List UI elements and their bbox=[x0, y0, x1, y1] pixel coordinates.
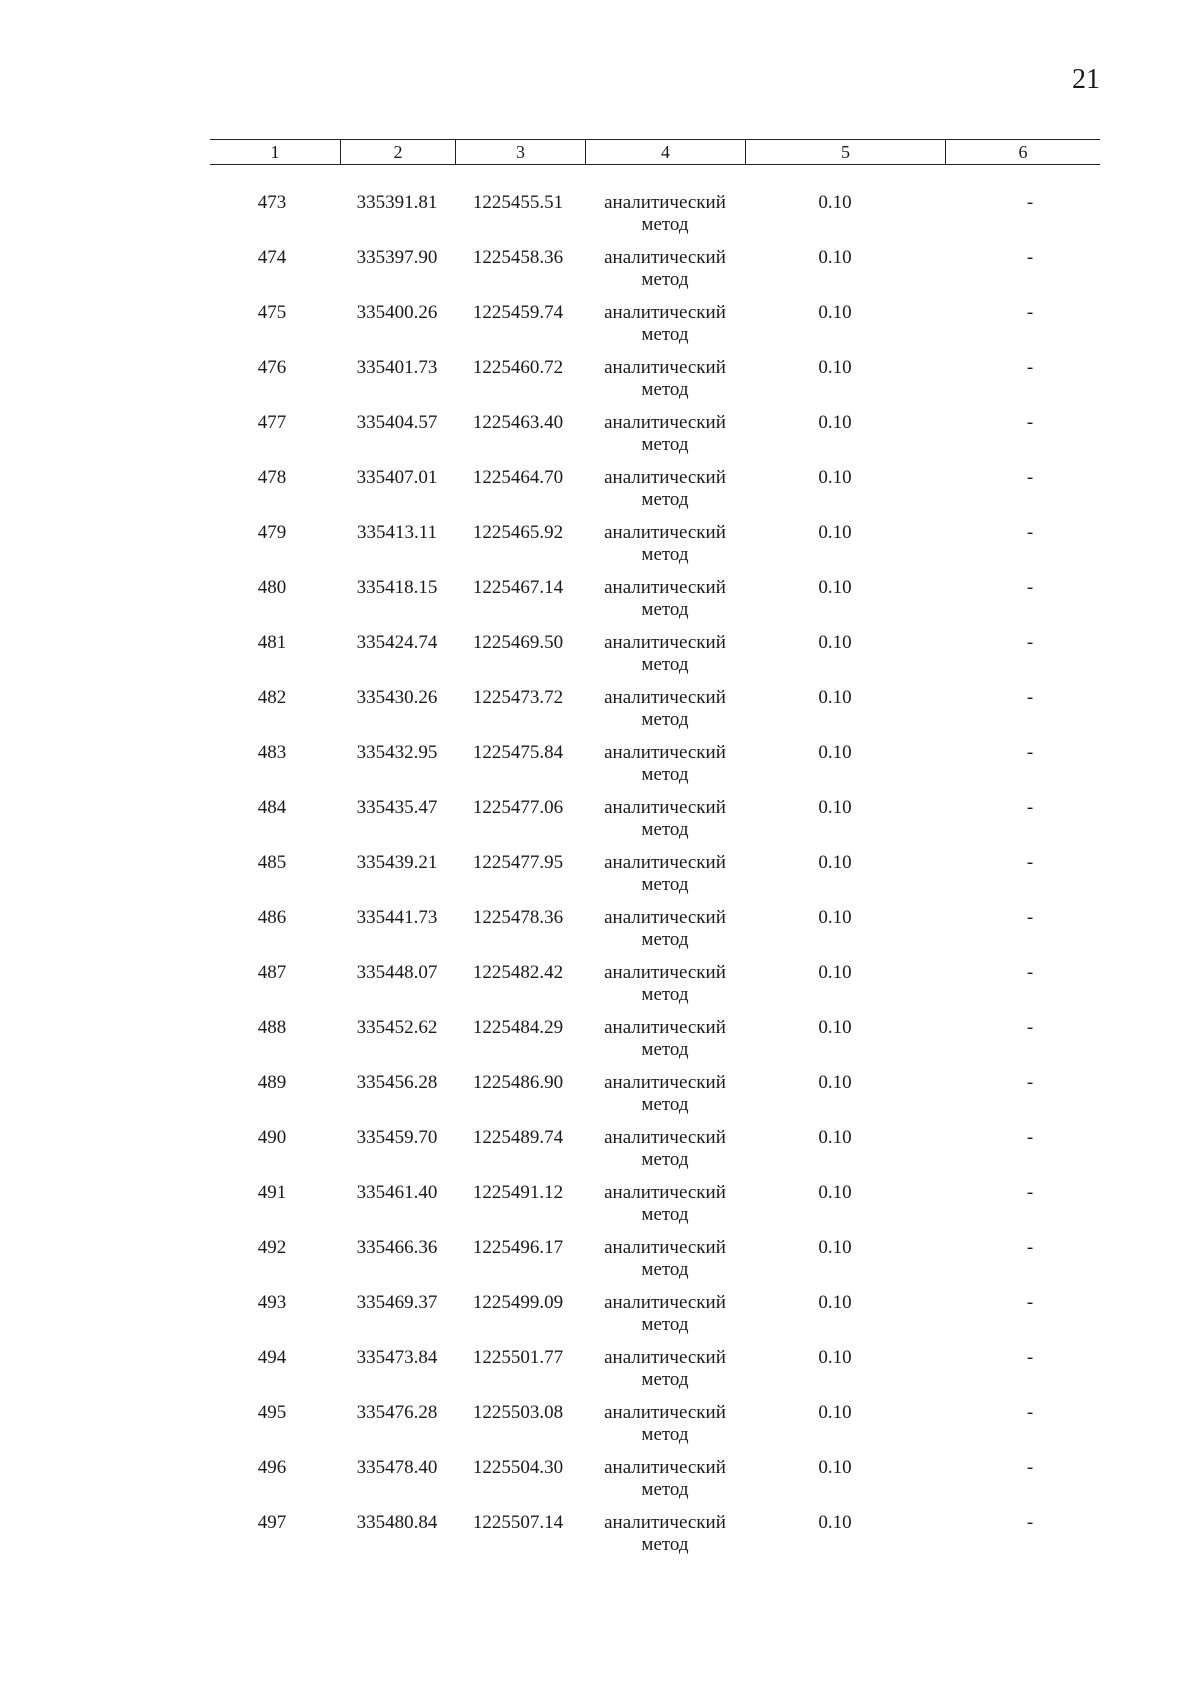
point-number-cell: 488 bbox=[257, 1017, 287, 1038]
table-row bbox=[210, 632, 1100, 687]
y-coordinate-cell: 1225464.70 bbox=[472, 467, 564, 488]
accuracy-cell: 0.10 bbox=[818, 467, 852, 488]
method-cell: аналитический метод bbox=[604, 687, 726, 730]
table-row bbox=[210, 1347, 1100, 1402]
point-number-cell: 474 bbox=[257, 247, 287, 268]
method-cell: аналитический метод bbox=[604, 1072, 726, 1115]
point-number-cell: 478 bbox=[257, 467, 287, 488]
x-coordinate-cell: 335413.11 bbox=[356, 522, 438, 543]
point-number-cell: 491 bbox=[257, 1182, 287, 1203]
x-coordinate-cell: 335441.73 bbox=[356, 907, 438, 928]
table-row bbox=[210, 797, 1100, 852]
method-cell: аналитический метод bbox=[604, 247, 726, 290]
note-cell: - bbox=[1026, 1072, 1034, 1093]
note-cell: - bbox=[1026, 962, 1034, 983]
y-coordinate-cell: 1225477.95 bbox=[472, 852, 564, 873]
column-header-6: 6 bbox=[945, 140, 1100, 164]
x-coordinate-cell: 335424.74 bbox=[356, 632, 438, 653]
note-cell: - bbox=[1026, 302, 1034, 323]
y-coordinate-cell: 1225465.92 bbox=[472, 522, 564, 543]
y-coordinate-cell: 1225475.84 bbox=[472, 742, 564, 763]
accuracy-cell: 0.10 bbox=[818, 962, 852, 983]
x-coordinate-cell: 335400.26 bbox=[356, 302, 438, 323]
accuracy-cell: 0.10 bbox=[818, 1237, 852, 1258]
method-cell: аналитический метод bbox=[604, 467, 726, 510]
y-coordinate-cell: 1225499.09 bbox=[472, 1292, 564, 1313]
column-header-3: 3 bbox=[455, 140, 585, 164]
x-coordinate-cell: 335404.57 bbox=[356, 412, 438, 433]
method-cell: аналитический метод bbox=[604, 412, 726, 455]
accuracy-cell: 0.10 bbox=[818, 1402, 852, 1423]
page-number: 21 bbox=[1072, 64, 1100, 95]
y-coordinate-cell: 1225455.51 bbox=[472, 192, 564, 213]
accuracy-cell: 0.10 bbox=[818, 1457, 852, 1478]
table-row bbox=[210, 852, 1100, 907]
point-number-cell: 480 bbox=[257, 577, 287, 598]
accuracy-cell: 0.10 bbox=[818, 412, 852, 433]
note-cell: - bbox=[1026, 1512, 1034, 1533]
y-coordinate-cell: 1225501.77 bbox=[472, 1347, 564, 1368]
y-coordinate-cell: 1225482.42 bbox=[472, 962, 564, 983]
x-coordinate-cell: 335459.70 bbox=[356, 1127, 438, 1148]
accuracy-cell: 0.10 bbox=[818, 1512, 852, 1533]
y-coordinate-cell: 1225484.29 bbox=[472, 1017, 564, 1038]
table-row bbox=[210, 742, 1100, 797]
x-coordinate-cell: 335469.37 bbox=[356, 1292, 438, 1313]
x-coordinate-cell: 335430.26 bbox=[356, 687, 438, 708]
point-number-cell: 476 bbox=[257, 357, 287, 378]
accuracy-cell: 0.10 bbox=[818, 1347, 852, 1368]
method-cell: аналитический метод bbox=[604, 962, 726, 1005]
accuracy-cell: 0.10 bbox=[818, 907, 852, 928]
accuracy-cell: 0.10 bbox=[818, 687, 852, 708]
point-number-cell: 481 bbox=[257, 632, 287, 653]
method-cell: аналитический метод bbox=[604, 1127, 726, 1170]
x-coordinate-cell: 335456.28 bbox=[356, 1072, 438, 1093]
table-row bbox=[210, 412, 1100, 467]
y-coordinate-cell: 1225469.50 bbox=[472, 632, 564, 653]
point-number-cell: 475 bbox=[257, 302, 287, 323]
table-row bbox=[210, 1512, 1100, 1567]
x-coordinate-cell: 335448.07 bbox=[356, 962, 438, 983]
table-row bbox=[210, 687, 1100, 742]
table-row bbox=[210, 1072, 1100, 1127]
table-body bbox=[210, 192, 1100, 1567]
note-cell: - bbox=[1026, 1182, 1034, 1203]
point-number-cell: 495 bbox=[257, 1402, 287, 1423]
method-cell: аналитический метод bbox=[604, 852, 726, 895]
accuracy-cell: 0.10 bbox=[818, 1017, 852, 1038]
x-coordinate-cell: 335439.21 bbox=[356, 852, 438, 873]
method-cell: аналитический метод bbox=[604, 357, 726, 400]
x-coordinate-cell: 335461.40 bbox=[356, 1182, 438, 1203]
note-cell: - bbox=[1026, 247, 1034, 268]
x-coordinate-cell: 335466.36 bbox=[356, 1237, 438, 1258]
method-cell: аналитический метод bbox=[604, 1292, 726, 1335]
point-number-cell: 490 bbox=[257, 1127, 287, 1148]
point-number-cell: 479 bbox=[257, 522, 287, 543]
table-row bbox=[210, 577, 1100, 632]
table-row bbox=[210, 1017, 1100, 1072]
table-row bbox=[210, 467, 1100, 522]
table-row bbox=[210, 522, 1100, 577]
accuracy-cell: 0.10 bbox=[818, 577, 852, 598]
method-cell: аналитический метод bbox=[604, 1512, 726, 1555]
x-coordinate-cell: 335407.01 bbox=[356, 467, 438, 488]
note-cell: - bbox=[1026, 1292, 1034, 1313]
accuracy-cell: 0.10 bbox=[818, 1182, 852, 1203]
note-cell: - bbox=[1026, 1347, 1034, 1368]
table-row bbox=[210, 1237, 1100, 1292]
method-cell: аналитический метод bbox=[604, 742, 726, 785]
accuracy-cell: 0.10 bbox=[818, 797, 852, 818]
note-cell: - bbox=[1026, 1237, 1034, 1258]
accuracy-cell: 0.10 bbox=[818, 302, 852, 323]
y-coordinate-cell: 1225504.30 bbox=[472, 1457, 564, 1478]
y-coordinate-cell: 1225458.36 bbox=[472, 247, 564, 268]
note-cell: - bbox=[1026, 192, 1034, 213]
x-coordinate-cell: 335401.73 bbox=[356, 357, 438, 378]
y-coordinate-cell: 1225489.74 bbox=[472, 1127, 564, 1148]
method-cell: аналитический метод bbox=[604, 302, 726, 345]
method-cell: аналитический метод bbox=[604, 1017, 726, 1060]
point-number-cell: 492 bbox=[257, 1237, 287, 1258]
point-number-cell: 483 bbox=[257, 742, 287, 763]
note-cell: - bbox=[1026, 687, 1034, 708]
y-coordinate-cell: 1225467.14 bbox=[472, 577, 564, 598]
note-cell: - bbox=[1026, 467, 1034, 488]
x-coordinate-cell: 335473.84 bbox=[356, 1347, 438, 1368]
note-cell: - bbox=[1026, 632, 1034, 653]
table-row bbox=[210, 192, 1100, 247]
column-header-4: 4 bbox=[585, 140, 745, 164]
x-coordinate-cell: 335432.95 bbox=[356, 742, 438, 763]
point-number-cell: 487 bbox=[257, 962, 287, 983]
table-row bbox=[210, 962, 1100, 1017]
point-number-cell: 484 bbox=[257, 797, 287, 818]
note-cell: - bbox=[1026, 412, 1034, 433]
note-cell: - bbox=[1026, 1457, 1034, 1478]
point-number-cell: 493 bbox=[257, 1292, 287, 1313]
table-row bbox=[210, 1182, 1100, 1237]
column-header-5: 5 bbox=[745, 140, 945, 164]
accuracy-cell: 0.10 bbox=[818, 742, 852, 763]
accuracy-cell: 0.10 bbox=[818, 1127, 852, 1148]
method-cell: аналитический метод bbox=[604, 632, 726, 675]
y-coordinate-cell: 1225496.17 bbox=[472, 1237, 564, 1258]
y-coordinate-cell: 1225507.14 bbox=[472, 1512, 564, 1533]
y-coordinate-cell: 1225477.06 bbox=[472, 797, 564, 818]
x-coordinate-cell: 335391.81 bbox=[356, 192, 438, 213]
table-row bbox=[210, 1402, 1100, 1457]
accuracy-cell: 0.10 bbox=[818, 357, 852, 378]
accuracy-cell: 0.10 bbox=[818, 632, 852, 653]
accuracy-cell: 0.10 bbox=[818, 1072, 852, 1093]
x-coordinate-cell: 335478.40 bbox=[356, 1457, 438, 1478]
x-coordinate-cell: 335452.62 bbox=[356, 1017, 438, 1038]
x-coordinate-cell: 335397.90 bbox=[356, 247, 438, 268]
note-cell: - bbox=[1026, 522, 1034, 543]
column-header-2: 2 bbox=[340, 140, 455, 164]
y-coordinate-cell: 1225478.36 bbox=[472, 907, 564, 928]
note-cell: - bbox=[1026, 577, 1034, 598]
point-number-cell: 482 bbox=[257, 687, 287, 708]
accuracy-cell: 0.10 bbox=[818, 1292, 852, 1313]
table-row bbox=[210, 1457, 1100, 1512]
note-cell: - bbox=[1026, 907, 1034, 928]
x-coordinate-cell: 335480.84 bbox=[356, 1512, 438, 1533]
y-coordinate-cell: 1225459.74 bbox=[472, 302, 564, 323]
point-number-cell: 486 bbox=[257, 907, 287, 928]
note-cell: - bbox=[1026, 797, 1034, 818]
method-cell: аналитический метод bbox=[604, 1237, 726, 1280]
y-coordinate-cell: 1225460.72 bbox=[472, 357, 564, 378]
y-coordinate-cell: 1225463.40 bbox=[472, 412, 564, 433]
point-number-cell: 497 bbox=[257, 1512, 287, 1533]
y-coordinate-cell: 1225503.08 bbox=[472, 1402, 564, 1423]
table-row bbox=[210, 247, 1100, 302]
note-cell: - bbox=[1026, 1127, 1034, 1148]
method-cell: аналитический метод bbox=[604, 577, 726, 620]
y-coordinate-cell: 1225491.12 bbox=[472, 1182, 564, 1203]
table-row bbox=[210, 357, 1100, 412]
method-cell: аналитический метод bbox=[604, 522, 726, 565]
method-cell: аналитический метод bbox=[604, 1402, 726, 1445]
note-cell: - bbox=[1026, 852, 1034, 873]
note-cell: - bbox=[1026, 742, 1034, 763]
table-row bbox=[210, 1127, 1100, 1182]
x-coordinate-cell: 335435.47 bbox=[356, 797, 438, 818]
y-coordinate-cell: 1225486.90 bbox=[472, 1072, 564, 1093]
method-cell: аналитический метод bbox=[604, 907, 726, 950]
table-header bbox=[210, 139, 1100, 165]
accuracy-cell: 0.10 bbox=[818, 192, 852, 213]
method-cell: аналитический метод bbox=[604, 797, 726, 840]
y-coordinate-cell: 1225473.72 bbox=[472, 687, 564, 708]
point-number-cell: 489 bbox=[257, 1072, 287, 1093]
accuracy-cell: 0.10 bbox=[818, 852, 852, 873]
point-number-cell: 496 bbox=[257, 1457, 287, 1478]
method-cell: аналитический метод bbox=[604, 1182, 726, 1225]
note-cell: - bbox=[1026, 1402, 1034, 1423]
point-number-cell: 477 bbox=[257, 412, 287, 433]
method-cell: аналитический метод bbox=[604, 192, 726, 235]
x-coordinate-cell: 335476.28 bbox=[356, 1402, 438, 1423]
point-number-cell: 485 bbox=[257, 852, 287, 873]
x-coordinate-cell: 335418.15 bbox=[356, 577, 438, 598]
note-cell: - bbox=[1026, 357, 1034, 378]
accuracy-cell: 0.10 bbox=[818, 522, 852, 543]
method-cell: аналитический метод bbox=[604, 1457, 726, 1500]
column-header-1: 1 bbox=[270, 142, 280, 162]
point-number-cell: 473 bbox=[257, 192, 287, 213]
point-number-cell: 494 bbox=[257, 1347, 287, 1368]
table-row bbox=[210, 907, 1100, 962]
table-row bbox=[210, 302, 1100, 357]
table-row bbox=[210, 1292, 1100, 1347]
method-cell: аналитический метод bbox=[604, 1347, 726, 1390]
note-cell: - bbox=[1026, 1017, 1034, 1038]
accuracy-cell: 0.10 bbox=[818, 247, 852, 268]
